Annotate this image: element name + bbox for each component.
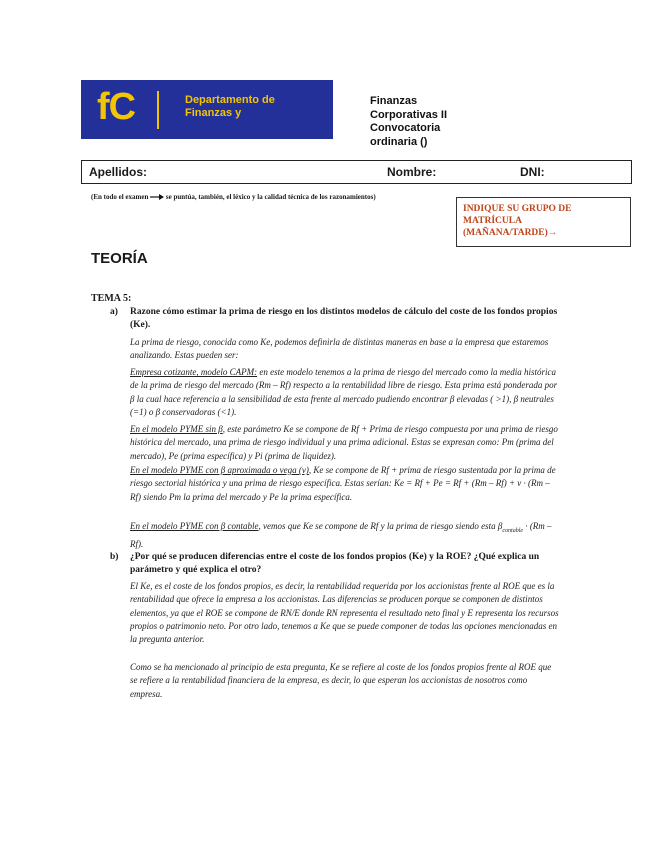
nombre-label: Nombre: (387, 165, 437, 179)
section-title: TEORÍA (91, 250, 148, 267)
logo-mark: fC (97, 86, 136, 128)
answer-b-paragraph-1: El Ke, es el coste de los fondos propios, es decir, la rentabilidad requerida por los accionistas frente al ROE que es la rentabilidad que ofrece la empresa a los accionistas. Las diferencias se producen porque se componen de distintos elementos, ya que el ROE se compone de RN/E donde RN representa el resultado neto final y E representa los recursos propios o patrimonio neto. Por otro lado, tenemos a Ke que se puede componer de todas las opciones mencionadas en la pregunta anterior. (130, 581, 559, 645)
dni-label: DNI: (520, 165, 545, 179)
student-info-box (81, 160, 632, 184)
group-indicator-box[interactable]: INDIQUE SU GRUPO DE MATRÍCULA (MAÑANA/TARDE)→ (456, 197, 631, 247)
answer-a-intro: La prima de riesgo, conocida como Ke, podemos definirla de distintas maneras en base a la empresa que estaremos analizando. Estas pueden ser: (130, 337, 549, 361)
tema-heading: TEMA 5: (91, 293, 132, 304)
answer-a-pyme-contable: En el modelo PYME con β contable, vemos que Ke se compone de Rf y la prima de riesgo siendo esta $\beta_{contable} \cdot (Rm - Rf)$. (130, 521, 552, 550)
answer-a-capm: Empresa cotizante, modelo CAPM: en este modelo tenemos a la prima de riesgo del mercado como la media histórica de la prima de riesgo del mercado (Rm – Rf) respecto a la rentabilidad libre de riesgo. Esta prima está ponderada por β la cual hace referencia a la sensibilidad de esta frente al mercado pudiendo encontrar β elevadas ( >1), β neutrales (=1) o β conservadoras (<1). (130, 367, 558, 417)
course-title: Finanzas Corporativas II Convocatoria ordinaria () (370, 95, 448, 148)
exam-note: (En todo el examen se puntúa, también, el léxico y la calidad técnica de los razonamientos) (91, 193, 376, 201)
department-logo (81, 80, 333, 139)
apellidos-label: Apellidos: (89, 165, 148, 179)
answer-a-pyme-sin-beta: En el modelo PYME sin β, este parámetro Ke se compone de Rf + Prima de riesgo compuesta por una prima de riesgo histórica del mercado, una prima de riesgo individual y una prima adicional. Estas se expresan como: Pm (prima del mercado), Pe (prima específica) y Pi (prima de liquidez). (130, 424, 558, 461)
logo-divider (157, 91, 159, 129)
answer-a-pyme-vega: En el modelo PYME con β aproximada o vega (v), Ke se compone de Rf + prima de riesgo sustentada por la prima de riesgo sectorial histórica y una prima de riesgo específica. Estas serían: Ke = Rf + Pe = Rf + (Rm – Rf) + v · (Rm – Rf) siendo Pm la prima del mercado y Pe la prima específica. (130, 465, 556, 502)
answer-b-paragraph-2: Como se ha mencionado al principio de esta pregunta, Ke se refiere al coste de los fondos propios frente al ROE que se refiere a la rentabilidad financiera de la empresa, es decir, lo que esperan los accionistas de nosotros como empresa. (130, 662, 552, 699)
logo-text: Departamento de Finanzas y (185, 94, 275, 119)
arrow-right-icon (150, 194, 164, 200)
